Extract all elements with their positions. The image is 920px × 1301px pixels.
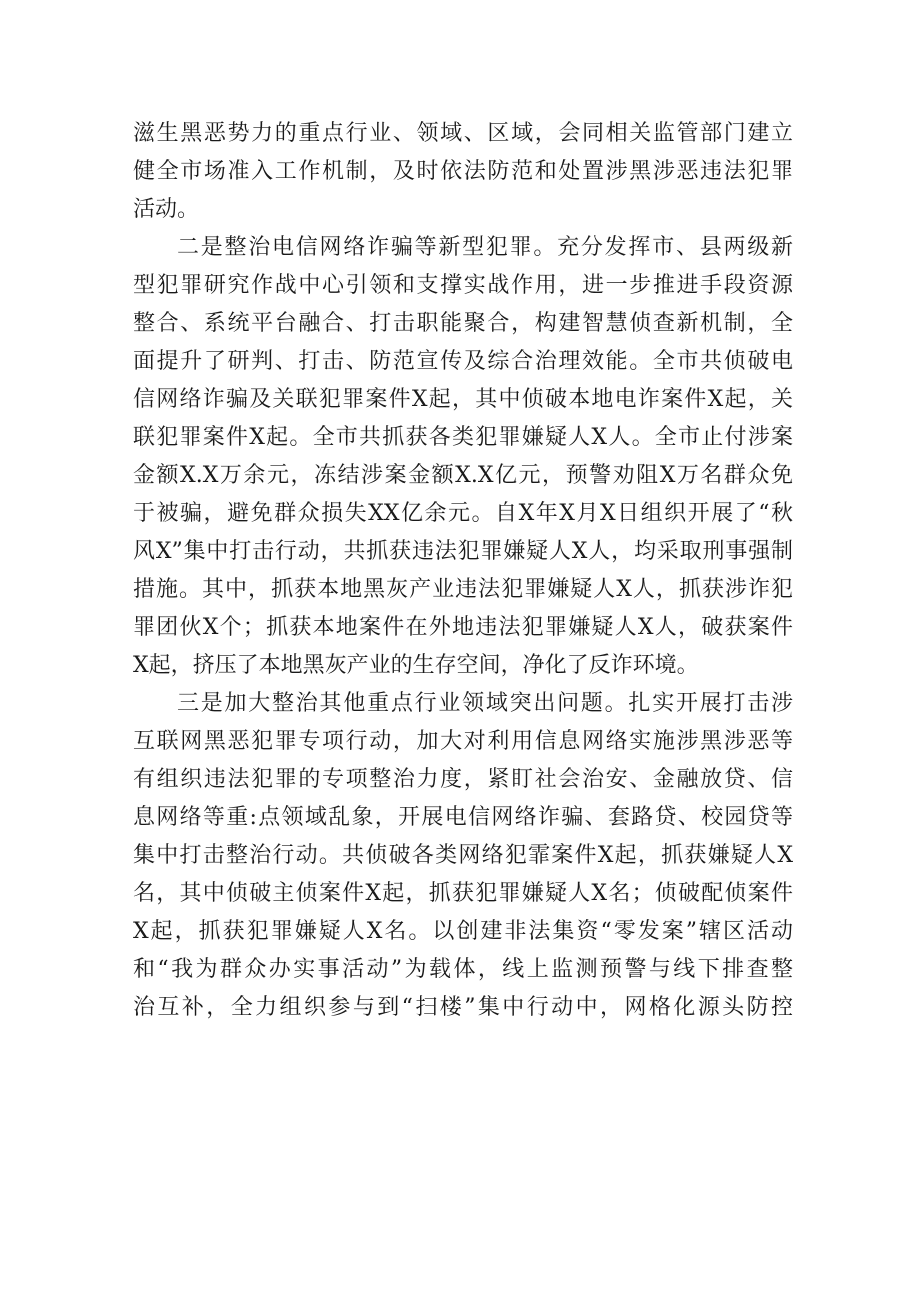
text-line: 金额X.X万余元，冻结涉案金额X.X亿元，预警劝阻X万名群众免 [133, 463, 793, 488]
paragraph-1 [133, 115, 793, 229]
text-line: 互联网黑恶犯罪专项行动，加大对利用信息网络实施涉黑涉恶等 [133, 729, 793, 754]
text-line: 和“我为群众办实事活动”为载体，线上监测预警与线下排查整 [133, 957, 793, 982]
text-line: 信网络诈骗及关联犯罪案件X起，其中侦破本地电诈案件X起，关 [133, 387, 793, 412]
text-line: X起，挤压了本地黑灰产业的生存空间，净化了反诈环境。 [133, 653, 699, 678]
text-line: 措施。其中，抓获本地黑灰产业违法犯罪嫌疑人X人，抓获涉诈犯 [133, 577, 793, 602]
text-line: 滋生黑恶势力的重点行业、领域、区域，会同相关监管部门建立 [133, 121, 793, 146]
document-body [133, 115, 793, 1027]
text-line: 二是整治电信网络诈骗等新型犯罪。充分发挥市、县两级新 [177, 235, 793, 260]
text-line: 有组织违法犯罪的专项整治力度，紧盯社会治安、金融放贷、信 [133, 767, 793, 792]
text-line: 息网络等重:点领域乱象，开展电信网络诈骗、套路贷、校园贷等 [133, 805, 793, 830]
text-line: 整合、系统平台融合、打击职能聚合，构建智慧侦查新机制，全 [133, 311, 793, 336]
text-line: 于被骗，避免群众损失XX亿余元。自X年X月X日组织开展了“秋 [133, 501, 793, 526]
text-line: X起，抓获犯罪嫌疑人X名。以创建非法集资“零发案”辖区活动 [133, 919, 793, 944]
text-line: 联犯罪案件X起。全市共抓获各类犯罪嫌疑人X人。全市止付涉案 [133, 425, 793, 450]
text-line: 集中打击整治行动。共侦破各类网络犯霏案件X起，抓获嫌疑人X [133, 843, 793, 868]
text-line: 活动。 [133, 197, 200, 222]
text-line: 罪团伙X个；抓获本地案件在外地违法犯罪嫌疑人X人，破获案件 [133, 615, 793, 640]
text-line: 健全市场准入工作机制，及时依法防范和处置涉黑涉恶违法犯罪 [133, 159, 793, 184]
text-line: 型犯罪研究作战中心引领和支撑实战作用，进一步推进手段资源 [133, 273, 793, 298]
text-line: 三是加大整治其他重点行业领域突出问题。扎实开展打击涉 [177, 691, 793, 716]
text-line: 名，其中侦破主侦案件X起，抓获犯罪嫌疑人X名；侦破配侦案件 [133, 881, 793, 906]
paragraph-3 [133, 685, 793, 1027]
text-line: 风X”集中打击行动，共抓获违法犯罪嫌疑人X人，均采取刑事强制 [133, 539, 793, 564]
text-line: 面提升了研判、打击、防范宣传及综合治理效能。全市共侦破电 [133, 349, 793, 374]
paragraph-2 [133, 229, 793, 685]
text-line: 治互补，全力组织参与到“扫楼”集中行动中，网格化源头防控 [133, 995, 793, 1020]
